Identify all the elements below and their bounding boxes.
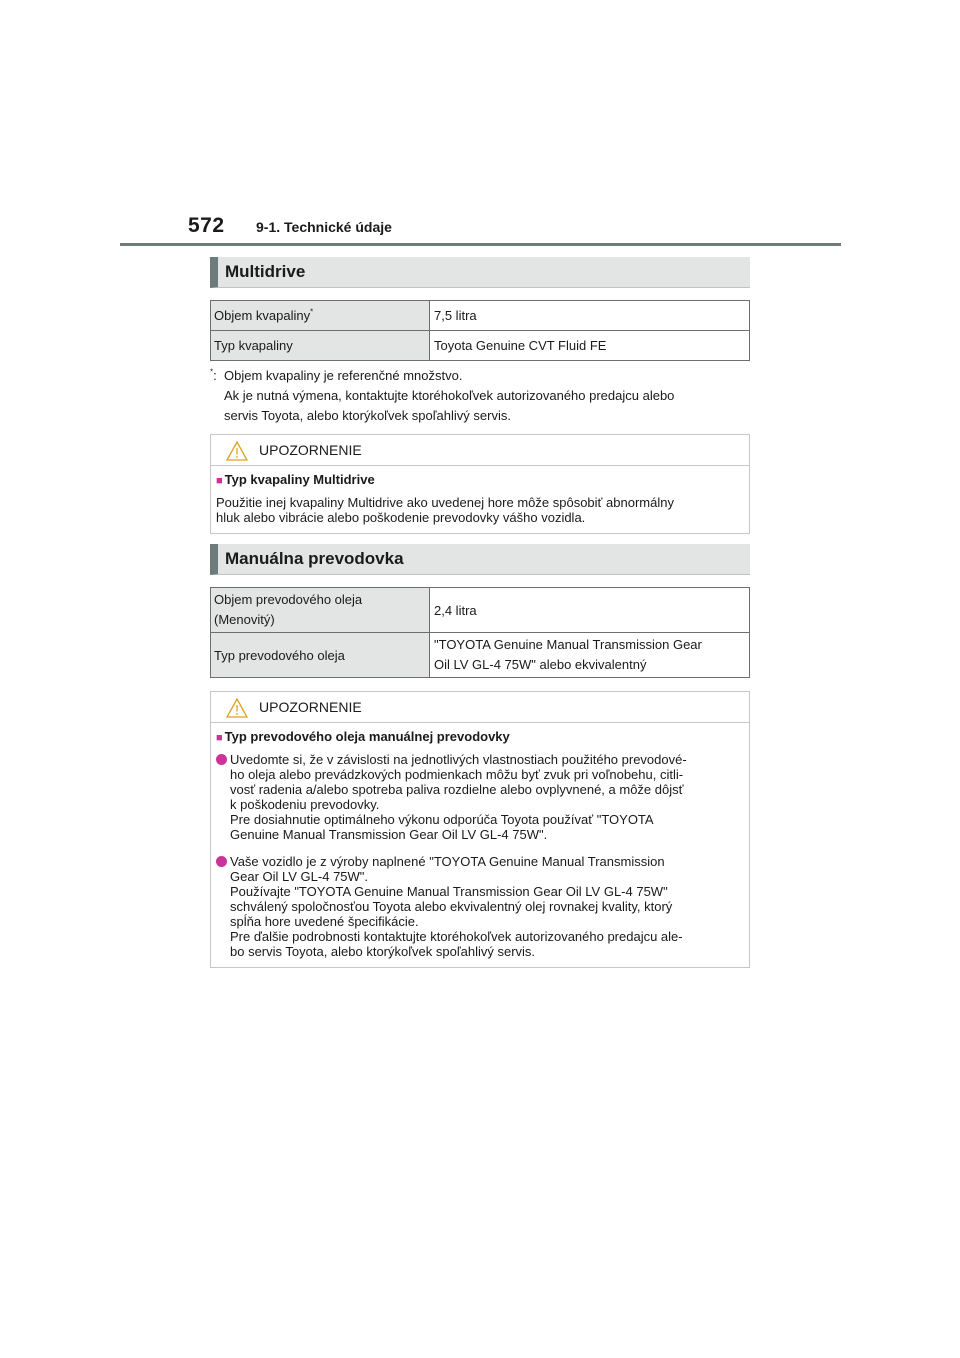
- caution-text-line: Genuine Manual Transmission Gear Oil LV GL-4 75W".: [230, 827, 548, 842]
- table-row: [211, 331, 750, 361]
- caution-text-line: spĺňa hore uvedené špecifikácie.: [230, 914, 419, 929]
- caution-text-line: k poškodeniu prevodovky.: [230, 797, 380, 812]
- circle-bullet-icon: [216, 754, 227, 765]
- list-item: [216, 752, 743, 842]
- footnote: [210, 366, 750, 426]
- chapter-title: 9-1. Technické údaje: [256, 219, 392, 235]
- warning-triangle-icon: [226, 698, 248, 718]
- caution-text-line: Pre dosiahnutie optimálneho výkonu odporúča Toyota používať "TOYOTA: [230, 812, 654, 827]
- section-heading-multidrive: [210, 257, 750, 288]
- table-row: [211, 588, 750, 633]
- spec-label: Objem prevodového oleja (Menovitý): [211, 588, 430, 633]
- circle-bullet-icon: [216, 856, 227, 867]
- caution-title: UPOZORNENIE: [259, 699, 362, 715]
- spec-value: "TOYOTA Genuine Manual Transmission Gear Oil LV GL-4 75W" alebo ekvivalentný: [430, 633, 750, 678]
- spec-label: Typ prevodového oleja: [211, 633, 430, 678]
- caution-text-line: ho oleja alebo prevádzkových podmienkach môžu byť zvuk pri voľnobehu, citli-: [230, 767, 684, 782]
- caution-text-line: Použitie inej kvapaliny Multidrive ako uvedenej hore môže spôsobiť abnormálny: [216, 495, 674, 510]
- spec-label: Objem kvapaliny*: [211, 301, 430, 331]
- caution-text-line: Pre ďalšie podrobnosti kontaktujte ktoréhokoľvek autorizovaného predajcu ale-: [230, 929, 683, 944]
- square-bullet-icon: ■: [216, 475, 223, 487]
- spec-value: 2,4 litra: [430, 588, 750, 633]
- spec-value: Toyota Genuine CVT Fluid FE: [430, 331, 750, 361]
- page-number: 572: [188, 214, 225, 237]
- footnote-mark: *:: [210, 367, 217, 383]
- caution-text-line: schválený spoločnosťou Toyota alebo ekvivalentný olej rovnakej kvality, ktorý: [230, 899, 673, 914]
- footnote-line: servis Toyota, alebo ktorýkoľvek spoľahlivý servis.: [224, 408, 511, 423]
- caution-text-line: vosť radenia a/alebo spotreba paliva rozdielne alebo ovplyvnené, a môže dôjsť: [230, 782, 684, 797]
- footnote-line: Ak je nutná výmena, kontaktujte ktoréhokoľvek autorizovaného predajcu alebo: [224, 388, 675, 403]
- caution-text-line: Gear Oil LV GL-4 75W".: [230, 869, 369, 884]
- section-heading-text: Manuálna prevodovka: [225, 549, 404, 568]
- caution-subheading: ■ Typ kvapaliny Multidrive: [216, 472, 375, 487]
- list-item: [216, 854, 743, 959]
- table-row: [211, 633, 750, 678]
- caution-text-line: Vaše vozidlo je z výroby naplnené "TOYOTA Genuine Manual Transmission: [230, 854, 665, 869]
- footnote-line: Objem kvapaliny je referenčné množstvo.: [224, 368, 463, 383]
- table-row: [211, 301, 750, 331]
- multidrive-spec-table: [210, 300, 750, 361]
- manual-spec-table: [210, 587, 750, 678]
- caution-box-manual: [210, 691, 750, 968]
- caution-box-multidrive: [210, 434, 750, 534]
- caution-title: UPOZORNENIE: [259, 442, 362, 458]
- caution-text-line: bo servis Toyota, alebo ktorýkoľvek spoľahlivý servis.: [230, 944, 536, 959]
- caution-text-line: Používajte "TOYOTA Genuine Manual Transmission Gear Oil LV GL-4 75W": [230, 884, 668, 899]
- caution-text-line: hluk alebo vibrácie alebo poškodenie prevodovky vášho vozidla.: [216, 510, 586, 525]
- spec-value: 7,5 litra: [430, 301, 750, 331]
- caution-text-line: Uvedomte si, že v závislosti na jednotlivých vlastnostiach použitého prevodové-: [230, 752, 687, 767]
- section-heading-manual: [210, 544, 750, 575]
- spec-label: Typ kvapaliny: [211, 331, 430, 361]
- caution-subheading: ■ Typ prevodového oleja manuálnej prevodovky: [216, 729, 510, 744]
- section-heading-text: Multidrive: [225, 262, 306, 281]
- caution-header: [211, 692, 749, 723]
- header-rule: [120, 243, 841, 246]
- warning-triangle-icon: [226, 441, 248, 461]
- square-bullet-icon: ■: [216, 732, 223, 744]
- caution-header: [211, 435, 749, 466]
